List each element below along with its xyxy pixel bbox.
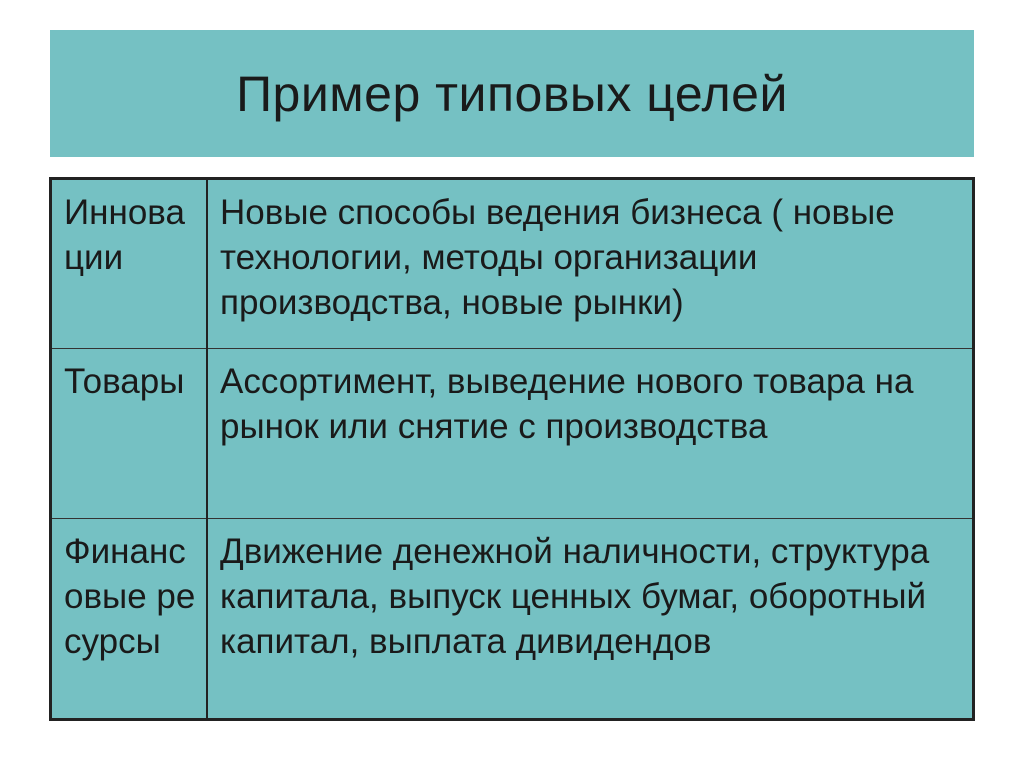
slide-title: Пример типовых целей <box>236 65 788 122</box>
row-category: Финансовые ресурсы <box>51 519 208 720</box>
table-row <box>51 349 974 519</box>
row-category: Инновации <box>51 179 208 349</box>
goals-table <box>49 177 975 721</box>
table-row <box>51 179 974 349</box>
row-description: Ассортимент, выведение нового товара на рынок или снятие с производства <box>207 349 974 519</box>
row-description: Новые способы ведения бизнеса ( новые технологии, методы организации производства, новые рынки) <box>207 179 974 349</box>
title-banner <box>50 30 974 157</box>
row-category: Товары <box>51 349 208 519</box>
row-description: Движение денежной наличности, структура капитала, выпуск ценных бумаг, оборотный капитал, выплата дивидендов <box>207 519 974 720</box>
table-row <box>51 519 974 720</box>
